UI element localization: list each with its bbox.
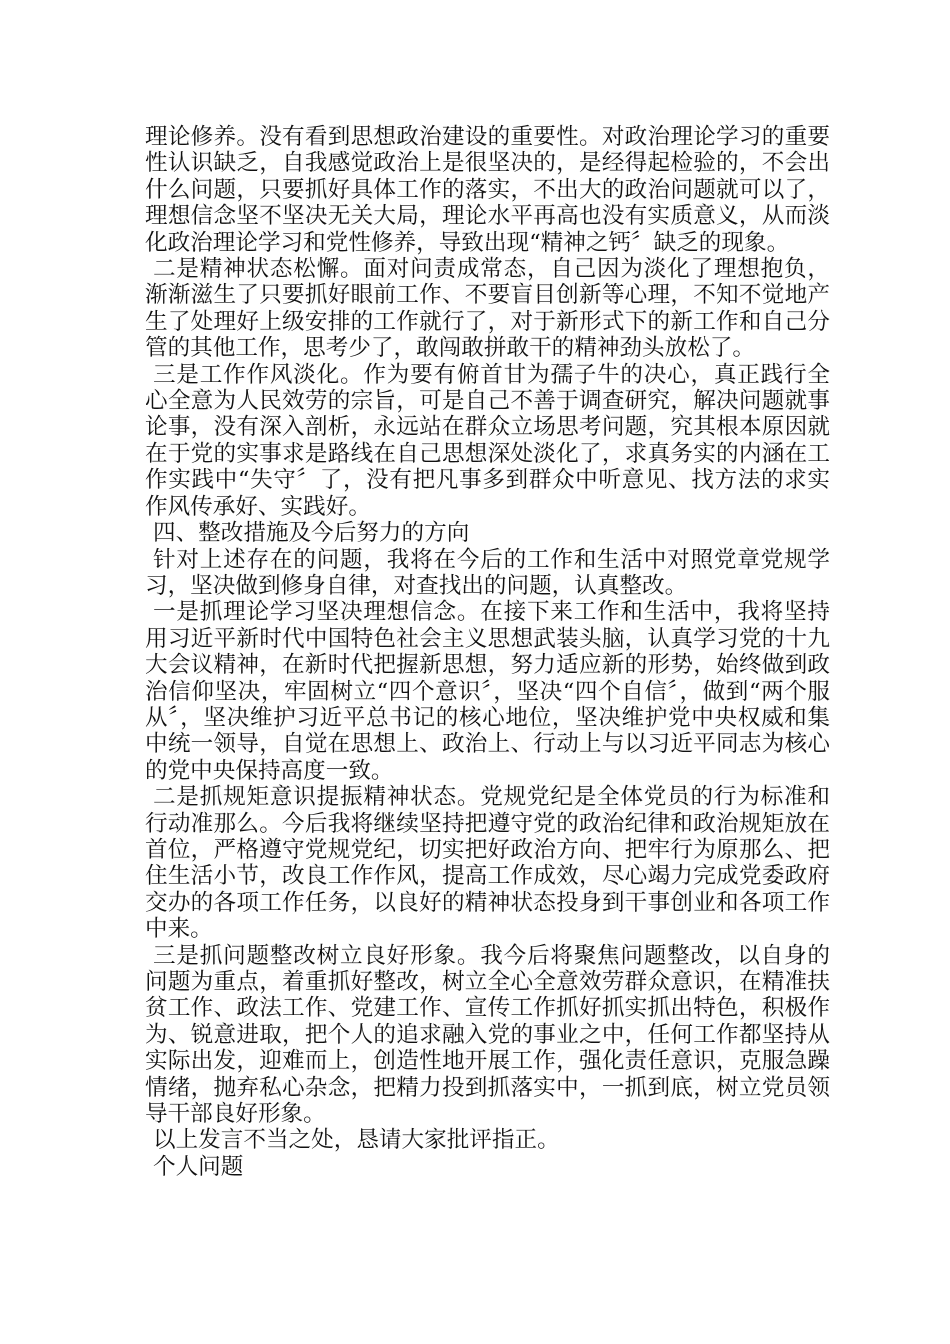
paragraph-closing: 以上发言不当之处，恳请大家批评指正。 bbox=[153, 1127, 560, 1154]
document-page bbox=[145, 124, 830, 1180]
paragraph-theory-cultivation: 理论修养。没有看到思想政治建设的重要性。对政治理论学习的重要性认识缺乏，自我感觉政治上是很坚决的，是经得起检验的，不会出什么问题，只要抓好具体工作的落实，不出大的政治问题就可以了，理想信念坚不坚决无关大局，理论水平再高也没有实质意义，从而淡化政治理论学习和党性修养，导致出现“精神之钙〞缺乏的现象。 bbox=[145, 124, 830, 256]
paragraph-personal-issues: 个人问题 bbox=[153, 1153, 244, 1180]
paragraph-problem-rectification: 三是抓问题整改树立良好形象。我今后将聚焦问题整改，以自身的问题为重点，着重抓好整改，树立全心全意效劳群众意识，在精准扶贫工作、政法工作、党建工作、宣传工作抓好抓实抓出特色，积极作为、锐意进取，把个人的追求融入党的事业之中，任何工作都坚持从实际出发，迎难而上，创造性地开展工作，强化责任意识，克服急躁情绪，抛弃私心杂念，把精力投到抓落实中，一抓到底，树立党员领导干部良好形象。 bbox=[145, 942, 830, 1128]
paragraph-work-style: 三是工作作风淡化。作为要有俯首甘为孺子牛的决心，真正践行全心全意为人民效劳的宗旨，可是自己不善于调查研究，解决问题就事论事，没有深入剖析，永远站在群众立场思考问题，究其根本原因就在于党的实事求是路线在自己思想深处淡化了，求真务实的内涵在工作实践中“失守〞了，没有把凡事多到群众中听意见、找方法的求实作风传承好、实践好。 bbox=[145, 361, 830, 520]
paragraph-spirit-slack: 二是精神状态松懈。面对问责成常态，自己因为淡化了理想抱负，渐渐滋生了只要抓好眼前工作、不要盲目创新等心理，不知不觉地产生了处理好上级安排的工作就行了，对于新形式下的新工作和自己分管的其他工作，思考少了，敢闯敢拼敢干的精神劲头放松了。 bbox=[145, 256, 830, 362]
section-heading-rectification: 四、整改措施及今后努力的方向 bbox=[153, 520, 470, 547]
paragraph-theory-study: 一是抓理论学习坚决理想信念。在接下来工作和生活中，我将坚持用习近平新时代中国特色社会主义思想武装头脑，认真学习党的十九大会议精神，在新时代把握新思想，努力适应新的形势，始终做到政治信仰坚决，牢固树立“四个意识〞，坚决“四个自信〞，做到“两个服从〞，坚决维护习近平总书记的核心地位，坚决维护党中央权威和集中统一领导，自觉在思想上、政治上、行动上与以习近平同志为核心的党中央保持高度一致。 bbox=[145, 599, 830, 784]
paragraph-rectification-intro: 针对上述存在的问题，我将在今后的工作和生活中对照党章党规学习，坚决做到修身自律，对查找出的问题，认真整改。 bbox=[145, 546, 830, 599]
paragraph-rules-awareness: 二是抓规矩意识提振精神状态。党规党纪是全体党员的行为标准和行动准那么。今后我将继续坚持把遵守党的政治纪律和政治规矩放在首位，严格遵守党规党纪，切实把好政治方向、把牢行为原那么、把住生活小节，改良工作作风，提高工作成效，尽心竭力完成党委政府交办的各项工作任务，以良好的精神状态投身到干事创业和各项工作中来。 bbox=[145, 784, 830, 943]
